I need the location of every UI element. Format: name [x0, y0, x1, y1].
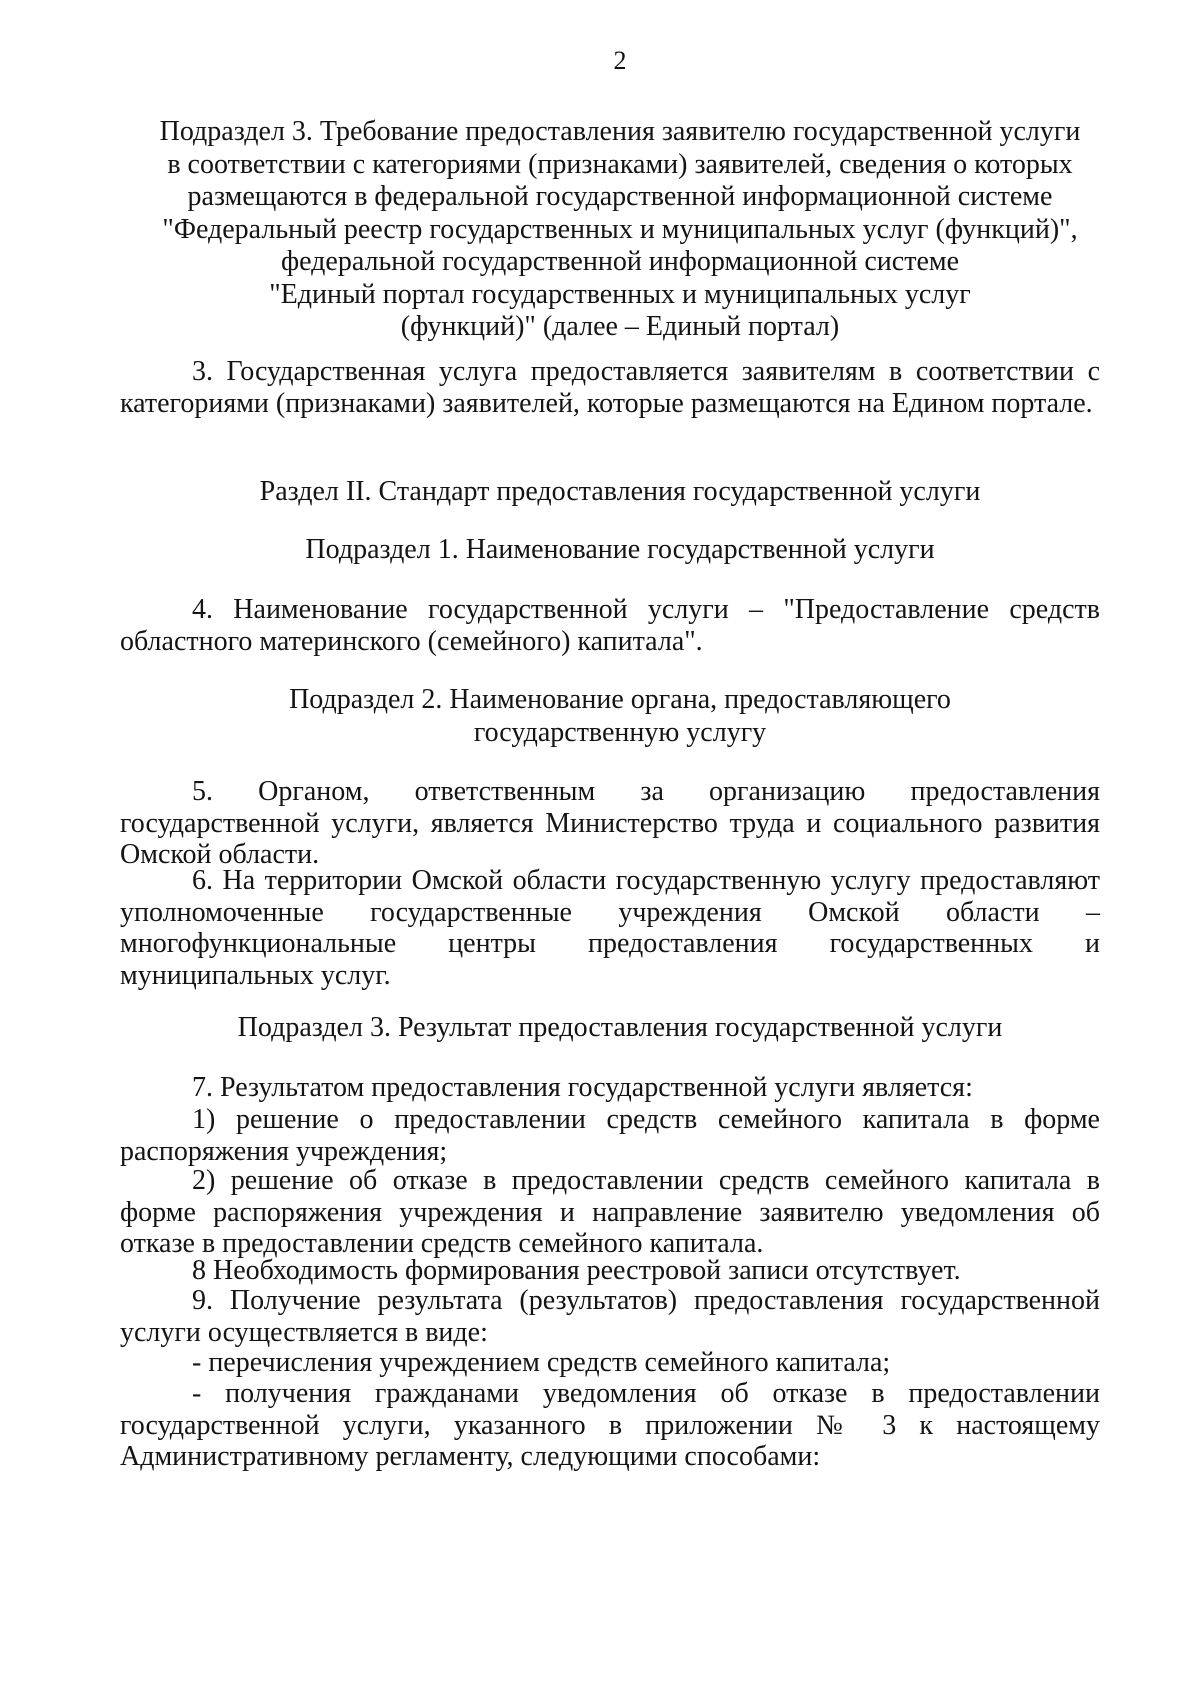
paragraph-7-item-1: 1) решение о предоставлении средств семейного капитала в форме распоряжения учреждения;	[120, 1104, 1100, 1167]
paragraph-7: 7. Результатом предоставления государственной услуги является:	[192, 1072, 973, 1103]
paragraph-9-item-a: - перечисления учреждением средств семейного капитала;	[192, 1347, 891, 1378]
paragraph-6: 6. На территории Омской области государственную услугу предоставляют уполномоченные государственные учреждения Омской области – многофункциональные центры предоставления государственных и муниципальных услуг.	[120, 865, 1100, 991]
subsection-heading-service-result: Подраздел 3. Результат предоставления государственной услуги	[237, 1012, 1003, 1043]
subsection-heading-service-name: Подраздел 1. Наименование государственной услуги	[305, 534, 935, 565]
paragraph-8: 8 Необходимость формирования реестровой записи отсутствует.	[192, 1255, 961, 1286]
section-heading-standard: Раздел II. Стандарт предоставления государственной услуги	[259, 476, 981, 507]
paragraph-3: 3. Государственная услуга предоставляется заявителям в соответствии с категориями (признаками) заявителей, которые размещаются на Едином портале.	[120, 356, 1100, 419]
subsection-heading-applicant-categories: Подраздел 3. Требование предоставления заявителю государственной услуги в соответствии с категориями (признаками) заявителей, сведения о которых размещаются в федеральной государственной информационной системе "Федеральный реестр государственных и муниципальных услуг (функций)", федеральной государственной информационной системе "Единый портал государственных и муниципальных услуг (функций)" (далее – Единый портал)	[159, 116, 1081, 342]
paragraph-4: 4. Наименование государственной услуги – "Предоставление средств областного материнского (семейного) капитала".	[120, 594, 1100, 657]
page-number: 2	[613, 46, 627, 75]
paragraph-7-item-2: 2) решение об отказе в предоставлении средств семейного капитала в форме распоряжения учреждения и направление заявителю уведомления об отказе в предоставлении средств семейного капитала.	[120, 1165, 1100, 1259]
paragraph-9-item-b: - получения гражданами уведомления об отказе в предоставлении государственной услуги, указанного в приложении № 3 к настоящему Административному регламенту, следующими способами:	[120, 1378, 1100, 1472]
paragraph-9: 9. Получение результата (результатов) предоставления государственной услуги осуществляется в виде:	[120, 1285, 1100, 1348]
subsection-heading-providing-body: Подраздел 2. Наименование органа, предоставляющего государственную услугу	[289, 684, 951, 748]
paragraph-5: 5. Органом, ответственным за организацию предоставления государственной услуги, является Министерство труда и социального развития Омской области.	[120, 776, 1100, 870]
